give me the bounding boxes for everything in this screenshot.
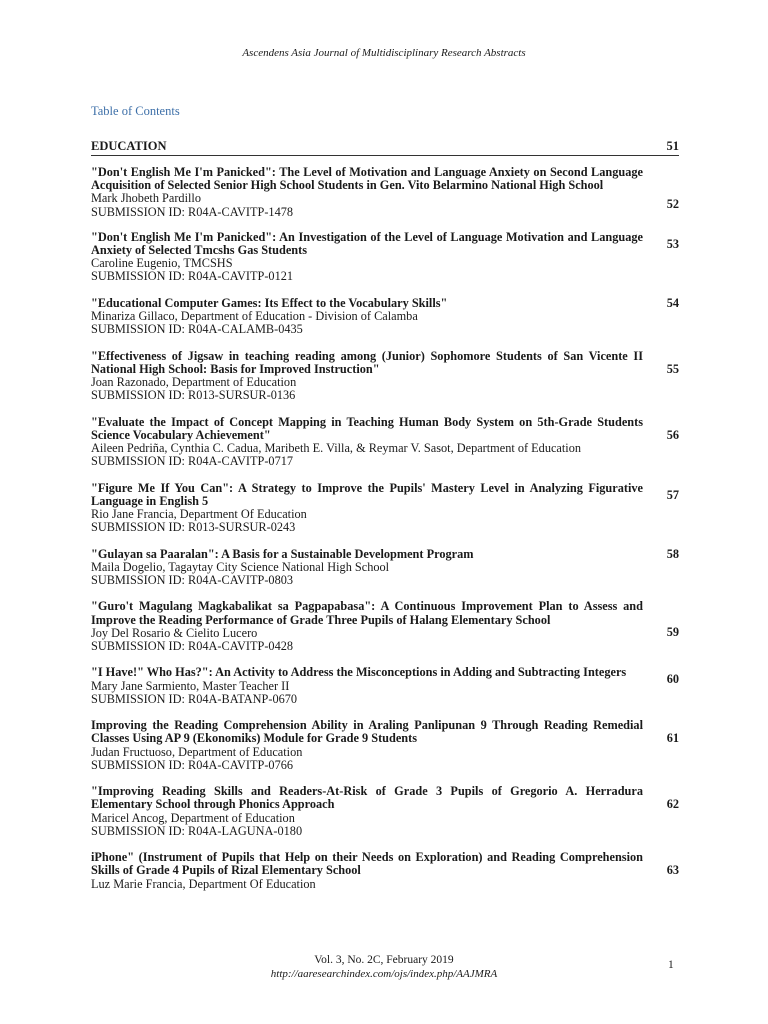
entry-submission-id: SUBMISSION ID: R013-SURSUR-0243 [91, 520, 296, 535]
entry-author: Maricel Ancog, Department of Education [91, 810, 295, 825]
entry-page-number: 58 [666, 546, 679, 561]
entry-author: Joan Razonado, Department of Education [91, 375, 297, 390]
entry-author: Caroline Eugenio, TMCSHS [91, 256, 233, 271]
entry-page-number: 57 [666, 487, 679, 502]
entry-page-number: 62 [666, 797, 679, 812]
section-label: EDUCATION [91, 139, 167, 153]
entry-submission-id: SUBMISSION ID: R013-SURSUR-0136 [91, 388, 296, 403]
toc-entry[interactable] [91, 482, 679, 535]
entry-title: "Improving Reading Skills and Readers-At-Risk of Grade 3 Pupils of Gregorio A. Herradura Elementary School through Phonics Approach [91, 784, 643, 812]
entry-title: "Figure Me If You Can": A Strategy to Improve the Pupils' Mastery Level in Analyzing Figurative Language in English 5 [91, 480, 643, 508]
entry-submission-id: SUBMISSION ID: R04A-LAGUNA-0180 [91, 823, 303, 838]
toc-entry[interactable] [91, 297, 679, 337]
entry-page-number: 61 [666, 731, 679, 746]
entry-author: Joy Del Rosario & Cielito Lucero [91, 625, 258, 640]
entry-author: Minariza Gillaco, Department of Education - Division of Calamba [91, 309, 418, 324]
entry-page-number: 60 [666, 672, 679, 687]
toc-entry[interactable] [91, 548, 679, 588]
toc-entry[interactable] [91, 350, 679, 403]
entry-title: "I Have!" Who Has?": An Activity to Address the Misconceptions in Adding and Subtracting Integers [91, 665, 627, 680]
entry-title: "Effectiveness of Jigsaw in teaching reading among (Junior) Sophomore Students of San Vicente II National High School: Basis for Improved Instruction" [91, 348, 643, 376]
entry-submission-id: SUBMISSION ID: R04A-BATANP-0670 [91, 691, 298, 706]
entry-submission-id: SUBMISSION ID: R04A-CAVITP-1478 [91, 204, 294, 219]
toc-entry[interactable] [91, 666, 679, 706]
entry-submission-id: SUBMISSION ID: R04A-CAVITP-0428 [91, 639, 294, 654]
entry-title: "Guro't Magulang Magkabalikat sa Pagpapabasa": A Continuous Improvement Plan to Assess and Improve the Reading Performance of Grade Three Pupils of Halang Elementary School [91, 599, 643, 627]
entry-author: Maila Dogelio, Tagaytay City Science National High School [91, 559, 390, 574]
entry-author: Rio Jane Francia, Department Of Education [91, 507, 307, 522]
entry-submission-id: SUBMISSION ID: R04A-CAVITP-0121 [91, 269, 294, 284]
entry-submission-id: SUBMISSION ID: R04A-CAVITP-0803 [91, 573, 294, 588]
entry-author: Judan Fructuoso, Department of Education [91, 744, 303, 759]
entry-title: "Gulayan sa Paaralan": A Basis for a Sustainable Development Program [91, 546, 474, 561]
toc-entry[interactable] [91, 719, 679, 772]
toc-entry[interactable] [91, 851, 679, 891]
footer-url[interactable]: http://aaresearchindex.com/ojs/index.php/AAJMRA [270, 968, 498, 980]
entry-page-number: 53 [666, 236, 679, 251]
footer-page-number: 1 [668, 959, 674, 971]
entry-page-number: 52 [666, 197, 679, 211]
entry-page-number: 59 [666, 625, 679, 640]
entry-title: iPhone" (Instrument of Pupils that Help on their Needs on Exploration) and Reading Comprehension Skills of Grade 4 Pupils of Rizal Elementary School [91, 850, 643, 878]
entry-title: "Evaluate the Impact of Concept Mapping in Teaching Human Body System on 5th-Grade Students Science Vocabulary Achievement" [91, 414, 643, 442]
entry-submission-id: SUBMISSION ID: R04A-CAVITP-0766 [91, 757, 294, 772]
entry-page-number: 63 [666, 863, 679, 878]
toc-entry-list [91, 166, 679, 904]
entry-page-number: 56 [666, 427, 679, 442]
entry-title: Improving the Reading Comprehension Ability in Araling Panlipunan 9 Through Reading Remedial Classes Using AP 9 (Ekonomiks) Module for Grade 9 Students [91, 718, 643, 746]
footer-volume: Vol. 3, No. 2C, February 2019 [314, 954, 454, 966]
toc-entry[interactable] [91, 231, 679, 284]
entry-title: "Don't English Me I'm Panicked": An Investigation of the Level of Language Motivation and Language Anxiety of Selected Tmcshs Gas Students [91, 229, 643, 258]
toc-entry[interactable] [91, 600, 679, 653]
entry-page-number: 54 [666, 295, 679, 310]
toc-title: Table of Contents [91, 104, 180, 118]
entry-title: "Don't English Me I'm Panicked": The Level of Motivation and Language Anxiety on Second Language Acquisition of Selected Senior High School Students in Gen. Vito Belarmino National High School [91, 165, 643, 193]
entry-author: Mark Jhobeth Pardillo [91, 191, 201, 206]
entry-author: Luz Marie Francia, Department Of Education [91, 876, 316, 891]
entry-title: "Educational Computer Games: Its Effect to the Vocabulary Skills" [91, 295, 448, 310]
entry-page-number: 55 [666, 361, 679, 376]
toc-entry[interactable] [91, 166, 679, 219]
entry-submission-id: SUBMISSION ID: R04A-CAVITP-0717 [91, 454, 294, 469]
toc-entry[interactable] [91, 785, 679, 838]
toc-entry[interactable] [91, 416, 679, 469]
entry-author: Aileen Pedriña, Cynthia C. Cadua, Maribeth E. Villa, & Reymar V. Sasot, Department of Education [91, 441, 582, 456]
section-heading [91, 137, 679, 156]
journal-header: Ascendens Asia Journal of Multidisciplinary Research Abstracts [242, 47, 526, 59]
section-page-number: 51 [666, 139, 679, 153]
entry-submission-id: SUBMISSION ID: R04A-CALAMB-0435 [91, 322, 303, 337]
entry-author: Mary Jane Sarmiento, Master Teacher II [91, 678, 290, 693]
